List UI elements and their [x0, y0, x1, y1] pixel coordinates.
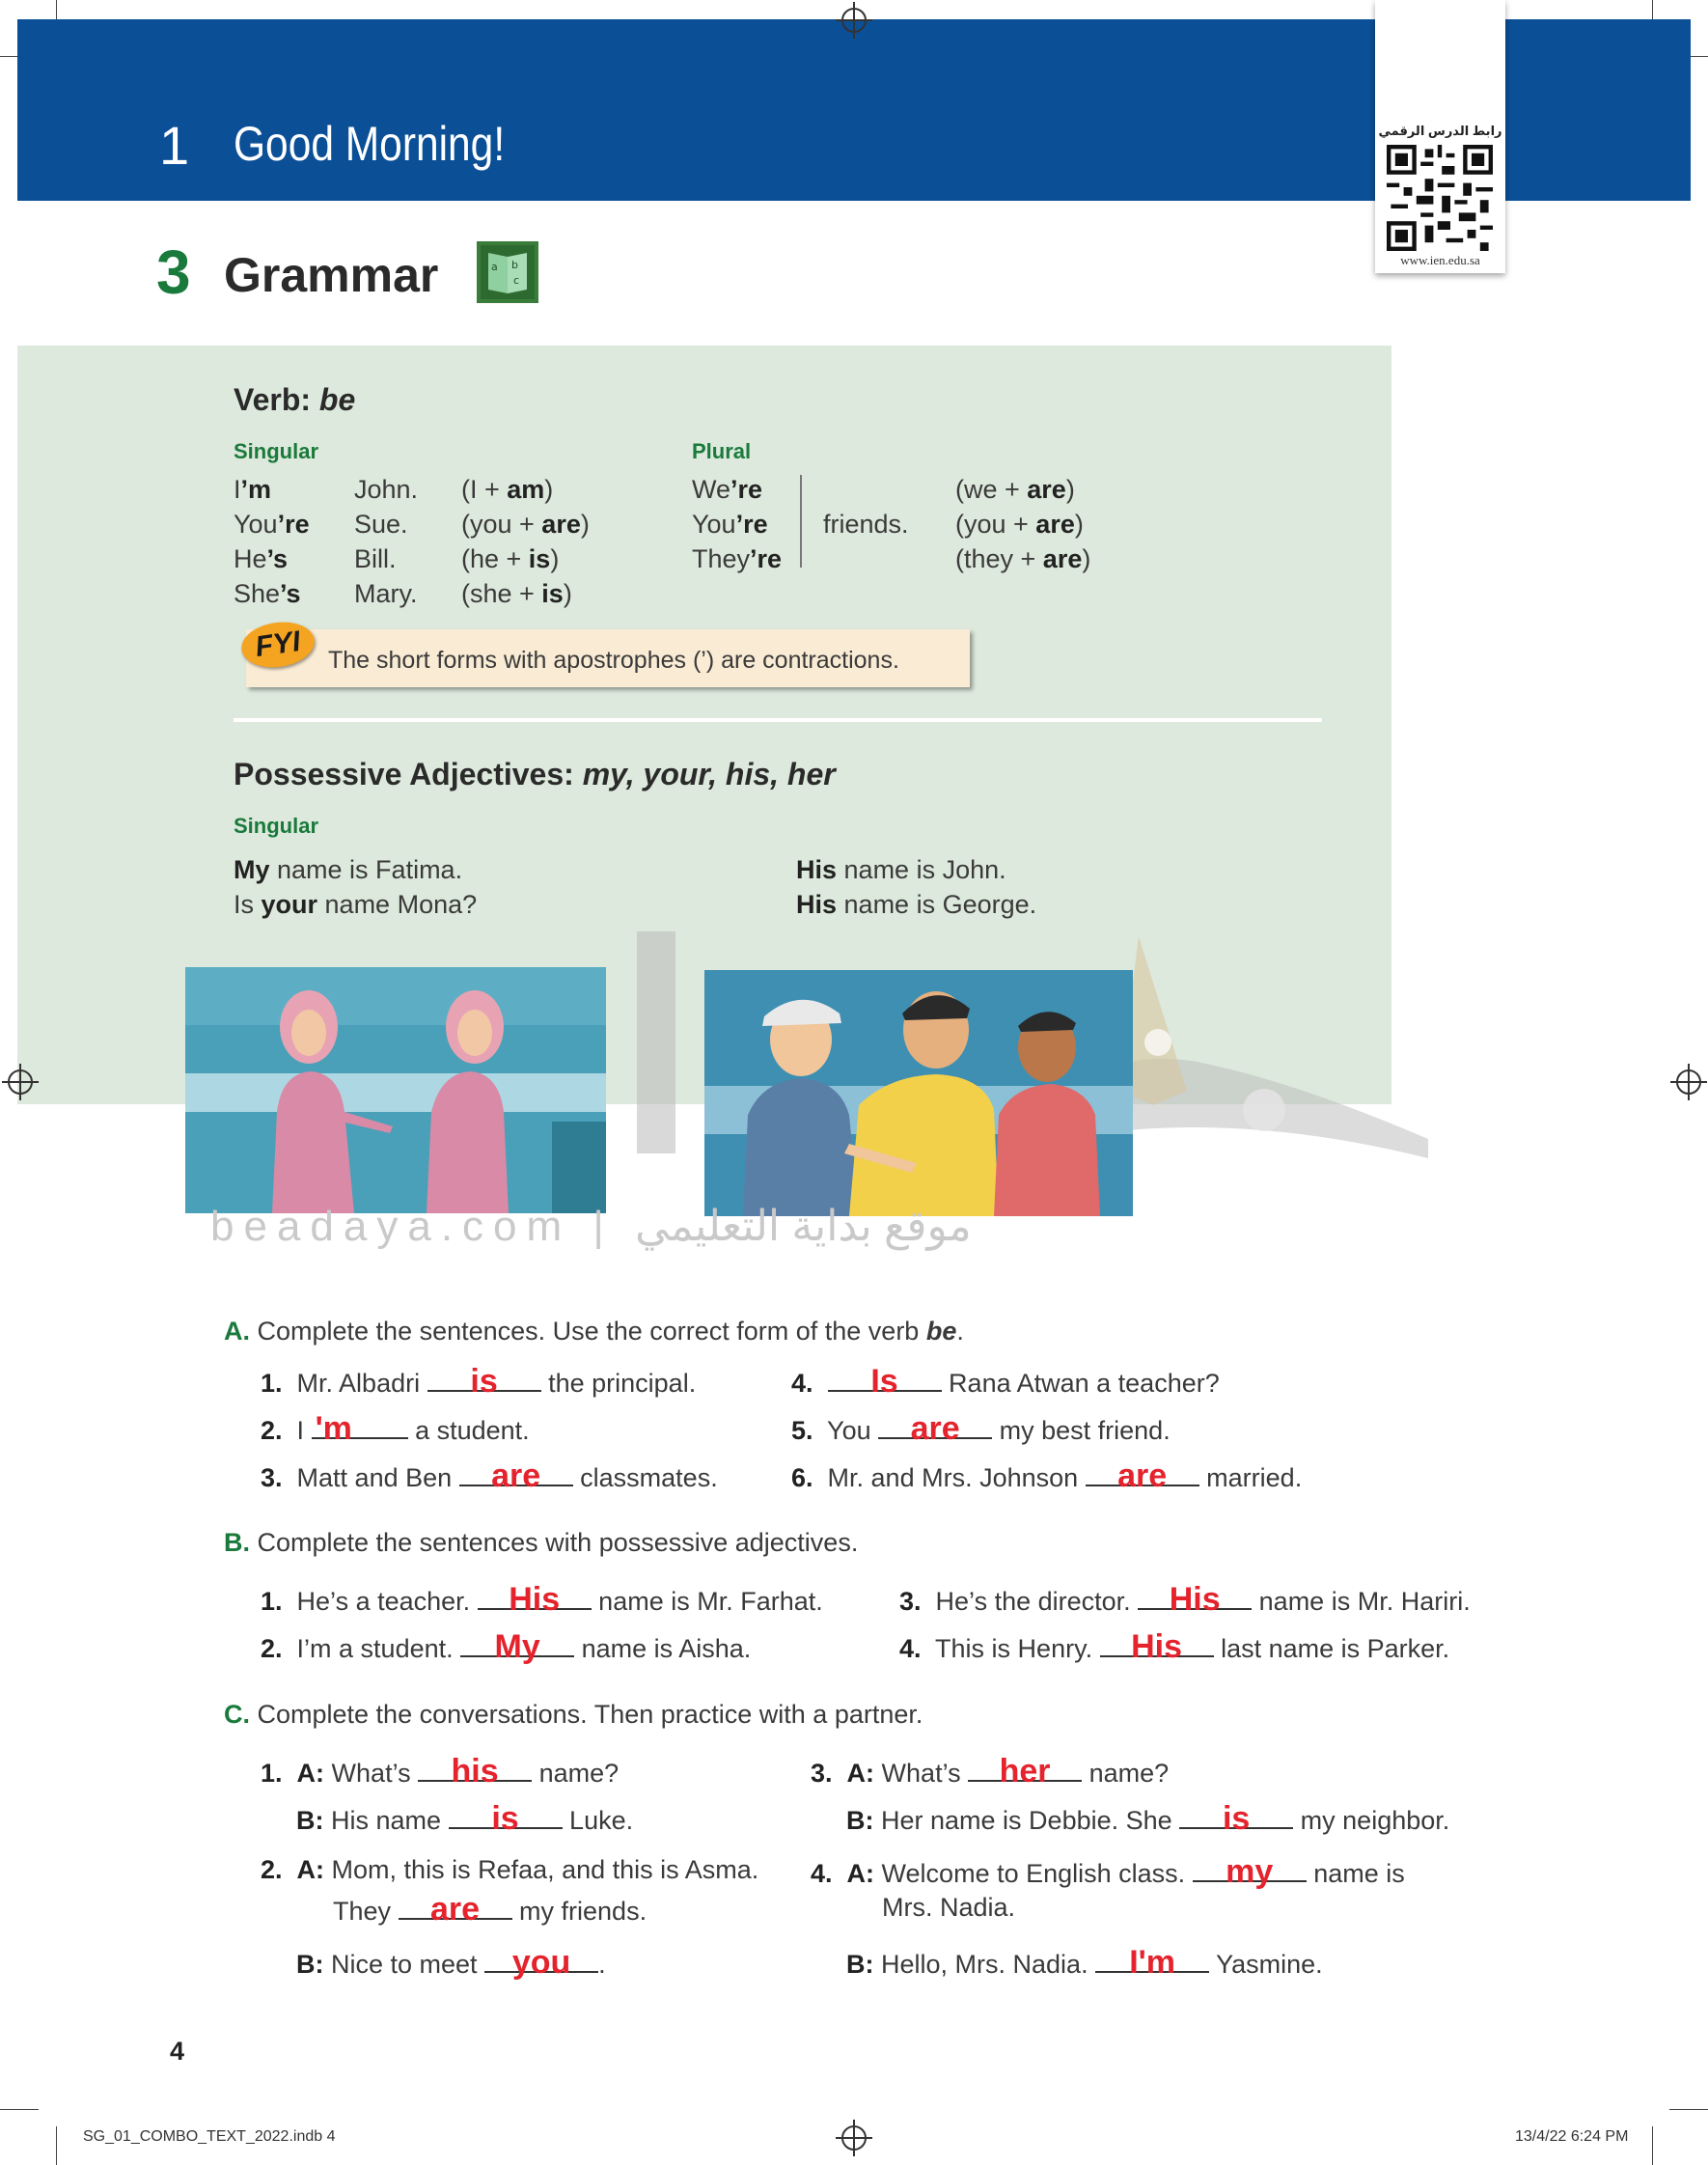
- answer-blank[interactable]: [968, 1753, 1082, 1790]
- answer-blank[interactable]: [427, 1363, 541, 1400]
- answer-text: are: [1117, 1457, 1168, 1494]
- answer-text: His: [1131, 1628, 1183, 1665]
- answer-text: is: [470, 1363, 498, 1400]
- exercise-b-item: 3. He’s the director. His name is Mr. Hariri.: [899, 1581, 1471, 1618]
- conversation-line: B: Nice to meet you .: [296, 1944, 606, 1981]
- section-title: Grammar: [224, 248, 439, 302]
- answer-blank[interactable]: [312, 1410, 408, 1447]
- answer-blank[interactable]: [1193, 1853, 1307, 1890]
- registration-mark-icon: [841, 2125, 867, 2151]
- singular-contraction: He’s: [234, 544, 289, 573]
- registration-mark-icon: [1676, 1069, 1701, 1095]
- exercise-a-instruction: A. Complete the sentences. Use the correct form of the verb be.: [224, 1317, 964, 1346]
- conversation-line: Mrs. Nadia.: [882, 1893, 1016, 1922]
- abc-book-icon: [475, 239, 540, 305]
- panel-divider: [234, 718, 1322, 722]
- answer-blank[interactable]: [1179, 1800, 1293, 1837]
- fyi-text: The short forms with apostrophes (’) are contractions.: [328, 647, 899, 674]
- possessive-example: His name is George.: [796, 890, 1037, 919]
- answer-text: her: [999, 1753, 1051, 1790]
- exercise-b-item: 4. This is Henry. His last name is Parker.: [899, 1628, 1450, 1665]
- exercise-b-item: 1. He’s a teacher. His name is Mr. Farhat.: [261, 1581, 823, 1618]
- exercise-a-item: 1. Mr. Albadri is the principal.: [261, 1363, 697, 1400]
- answer-blank[interactable]: [1100, 1628, 1214, 1665]
- answer-text: His: [509, 1581, 561, 1618]
- registration-mark-icon: [841, 8, 867, 33]
- exercise-a-item: 2. I 'm a student.: [261, 1410, 530, 1447]
- page-number: 4: [170, 2037, 185, 2066]
- crop-mark: [0, 2109, 39, 2110]
- singular-contraction: I’m: [234, 475, 272, 504]
- singular-name: Mary.: [354, 579, 418, 608]
- answer-text: you: [511, 1944, 571, 1981]
- conversation-line: 1. A: What’s his name?: [261, 1753, 620, 1790]
- plural-bracket: [800, 475, 802, 568]
- answer-blank[interactable]: [478, 1581, 592, 1618]
- answer-blank[interactable]: [418, 1753, 532, 1790]
- answer-text: my: [1226, 1853, 1274, 1890]
- svg-text:c: c: [513, 274, 520, 287]
- conversation-line: B: Hello, Mrs. Nadia. I'm Yasmine.: [846, 1944, 1323, 1981]
- answer-text: are: [430, 1891, 481, 1928]
- singular-name: Bill.: [354, 544, 397, 573]
- answer-blank[interactable]: [449, 1800, 563, 1837]
- answer-blank[interactable]: [828, 1363, 942, 1400]
- unit-number: 1: [159, 115, 190, 176]
- svg-text:b: b: [511, 259, 518, 271]
- answer-blank[interactable]: [878, 1410, 992, 1447]
- unit-title: Good Morning!: [234, 117, 506, 171]
- answer-blank[interactable]: [459, 1457, 573, 1494]
- registration-mark-icon: [8, 1069, 33, 1095]
- singular-name: John.: [354, 475, 419, 504]
- answer-blank[interactable]: [460, 1628, 574, 1665]
- answer-text: My: [494, 1628, 540, 1665]
- answer-blank[interactable]: [399, 1891, 512, 1928]
- qr-caption: رابط الدرس الرقمي: [1378, 124, 1502, 138]
- illustration-two-girls: [185, 967, 606, 1213]
- footer-timestamp: 13/4/22 6:24 PM: [1515, 2128, 1629, 2145]
- exercise-a-item: 3. Matt and Ben are classmates.: [261, 1457, 718, 1494]
- qr-code-icon[interactable]: [1387, 145, 1493, 251]
- answer-blank[interactable]: [1138, 1581, 1252, 1618]
- possessive-example: Is your name Mona?: [234, 890, 478, 919]
- answer-text: I'm: [1129, 1944, 1175, 1981]
- plural-contraction: They’re: [692, 544, 783, 573]
- exercise-b-instruction: B. Complete the sentences with possessive adjectives.: [224, 1528, 859, 1557]
- exercise-a-item: 6. Mr. and Mrs. Johnson are married.: [791, 1457, 1303, 1494]
- answer-blank[interactable]: [1095, 1944, 1209, 1981]
- answer-text: Is: [870, 1363, 898, 1400]
- conversation-line: 2. A: Mom, this is Refaa, and this is Asma.: [261, 1855, 759, 1884]
- singular-form: (you + are): [461, 510, 590, 539]
- conversation-line: B: His name is Luke.: [296, 1800, 634, 1837]
- plural-form: (we + are): [955, 475, 1075, 504]
- verb-be-heading: Verb: be: [234, 382, 356, 417]
- plural-contraction: We’re: [692, 475, 763, 504]
- singular-form: (she + is): [461, 579, 572, 608]
- answer-text: is: [491, 1800, 519, 1837]
- conversation-line: They are my friends.: [333, 1891, 647, 1928]
- singular-contraction: You’re: [234, 510, 310, 539]
- watermark-text: beadaya.com | موقع بداية التعليمي: [210, 1203, 972, 1250]
- answer-text: are: [491, 1457, 541, 1494]
- plural-friends: friends.: [823, 510, 909, 539]
- answer-text: are: [910, 1410, 960, 1447]
- answer-text: his: [451, 1753, 499, 1790]
- singular-form: (he + is): [461, 544, 560, 573]
- conversation-line: 4. A: Welcome to English class. my name is: [811, 1853, 1405, 1890]
- section-number: 3: [156, 237, 191, 307]
- answer-text: is: [1222, 1800, 1251, 1837]
- possessive-example: My name is Fatima.: [234, 855, 463, 884]
- plural-form: (you + are): [955, 510, 1084, 539]
- qr-card[interactable]: [1375, 0, 1505, 273]
- conversation-line: 3. A: What’s her name?: [811, 1753, 1170, 1790]
- possessive-singular-label: Singular: [234, 814, 319, 838]
- svg-text:a: a: [491, 261, 498, 273]
- plural-contraction: You’re: [692, 510, 768, 539]
- singular-form: (I + am): [461, 475, 554, 504]
- answer-text: His: [1169, 1581, 1221, 1618]
- fyi-badge-label: FYI: [253, 625, 303, 664]
- answer-blank[interactable]: [484, 1944, 598, 1981]
- answer-blank[interactable]: [1086, 1457, 1199, 1494]
- crop-mark: [56, 2126, 57, 2165]
- crop-mark: [1669, 2109, 1708, 2110]
- exercise-a-item: 4. Is Rana Atwan a teacher?: [791, 1363, 1220, 1400]
- illustration-three-boys: [704, 970, 1133, 1216]
- possessive-heading: Possessive Adjectives: my, your, his, her: [234, 757, 836, 791]
- possessive-example: His name is John.: [796, 855, 1006, 884]
- exercise-a-item: 5. You are my best friend.: [791, 1410, 1171, 1447]
- singular-name: Sue.: [354, 510, 408, 539]
- plural-form: (they + are): [955, 544, 1091, 573]
- exercise-c-instruction: C. Complete the conversations. Then practice with a partner.: [224, 1700, 923, 1729]
- plural-label: Plural: [692, 439, 752, 463]
- exercise-b-item: 2. I’m a student. My name is Aisha.: [261, 1628, 752, 1665]
- qr-url: www.ien.edu.sa: [1400, 253, 1480, 267]
- answer-text: 'm: [315, 1410, 352, 1447]
- singular-contraction: She’s: [234, 579, 301, 608]
- conversation-line: B: Her name is Debbie. She is my neighbor.: [846, 1800, 1450, 1837]
- crop-mark: [1652, 2126, 1653, 2165]
- singular-label: Singular: [234, 439, 319, 463]
- footer-file-info: SG_01_COMBO_TEXT_2022.indb 4: [83, 2128, 336, 2145]
